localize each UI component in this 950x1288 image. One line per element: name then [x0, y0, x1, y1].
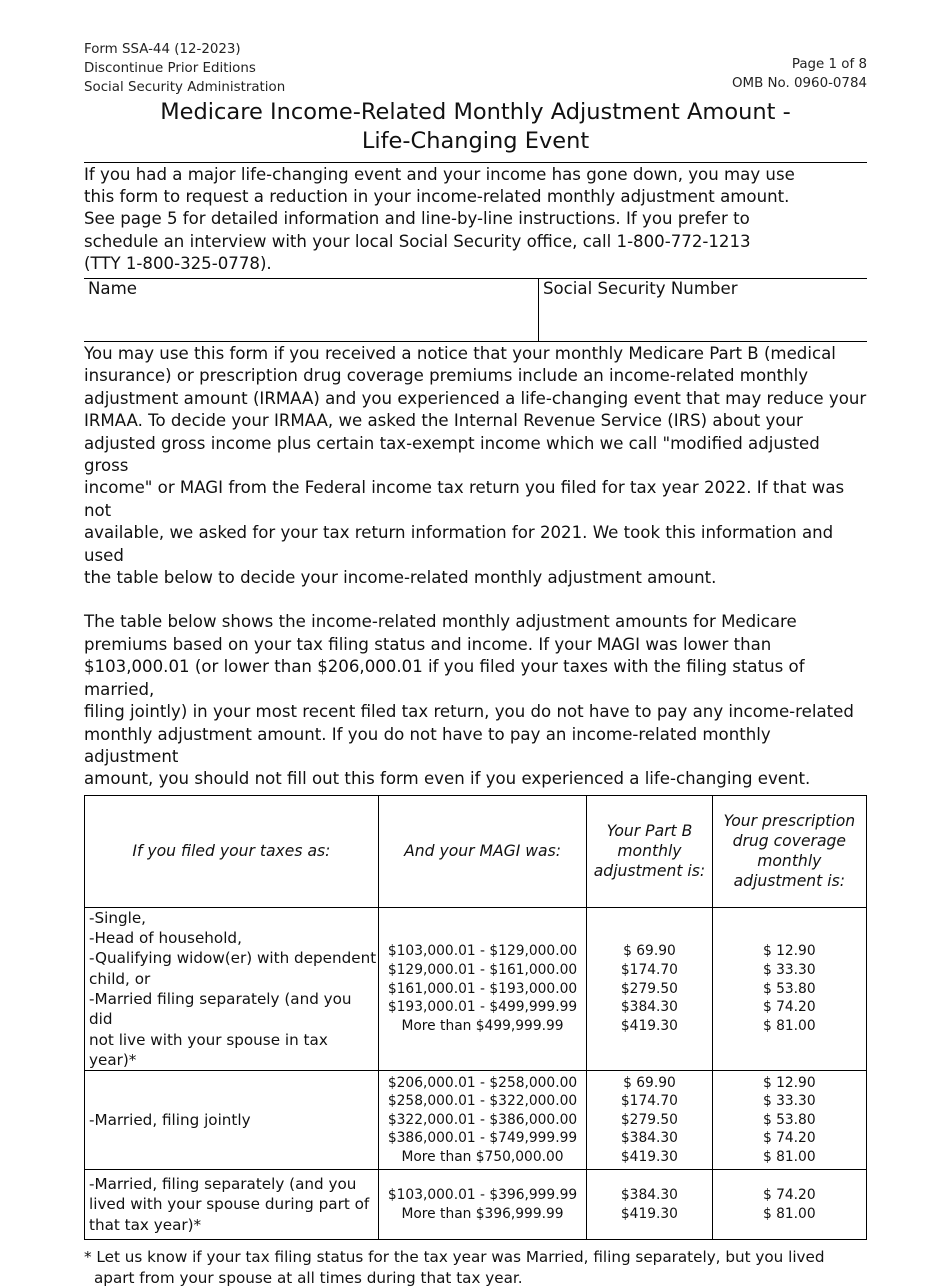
paragraph-line: adjusted gross income plus certain tax-exempt income which we call "modified adjusted gross — [84, 433, 820, 476]
drug-amount: $ 33.30 — [762, 1093, 816, 1110]
magi-range: $386,000.01 - $749,999.99 — [387, 1130, 578, 1147]
magi-cell — [378, 1071, 587, 1170]
status-line: -Head of household, — [89, 929, 242, 948]
paragraph-line: available, we asked for your tax return information for 2021. We took this information and used — [84, 523, 834, 565]
drug-amount: $ 12.90 — [762, 943, 816, 960]
part-b-amount: $419.30 — [620, 1149, 678, 1165]
status-line: -Married, filing jointly — [89, 1110, 251, 1129]
intro-line: See page 5 for detailed information and line-by-line instructions. If you prefer to — [84, 209, 750, 229]
drug-amount: $ 53.80 — [762, 980, 816, 997]
ssn-label: Social Security Number — [543, 279, 738, 299]
part-b-cell — [587, 1170, 712, 1240]
magi-range: $129,000.01 - $161,000.00 — [387, 962, 578, 979]
form-title — [84, 98, 867, 156]
intro-line: If you had a major life-changing event and your income has gone down, you may use — [84, 165, 795, 184]
table-row — [85, 1170, 867, 1240]
drug-coverage-cell — [712, 1170, 866, 1240]
header-line: Your prescription — [723, 812, 856, 831]
magi-range: $103,000.01 - $396,999.99 — [387, 1187, 578, 1204]
part-b-cell — [587, 1071, 712, 1170]
paragraph-line: The table below shows the income-related monthly adjustment amounts for Medicare — [84, 612, 797, 632]
drug-amount: $ 12.90 — [762, 1074, 816, 1091]
header-line: adjustment is: — [733, 872, 845, 891]
drug-coverage-cell — [712, 907, 866, 1070]
magi-range: $161,000.01 - $193,000.00 — [387, 980, 578, 997]
paragraph-line: $103,000.01 (or lower than $206,000.01 if you filed your taxes with the filing status of married, — [84, 657, 805, 699]
part-b-amount: $ 69.90 — [623, 943, 676, 960]
drug-amount: $ 74.20 — [762, 1130, 816, 1147]
magi-range: More than $396,999.99 — [401, 1205, 564, 1222]
status-line: that tax year)* — [89, 1215, 202, 1234]
status-line: -Qualifying widow(er) with dependent — [89, 949, 377, 968]
header-part-b — [587, 795, 712, 907]
drug-amount: $ 81.00 — [762, 1017, 816, 1034]
drug-amount: $ 81.00 — [762, 1149, 816, 1165]
filing-status-cell — [85, 1071, 379, 1170]
agency-name: Social Security Administration — [84, 80, 286, 95]
drug-amount: $ 74.20 — [762, 1187, 816, 1204]
paragraph-line: the table below to decide your income-related monthly adjustment amount. — [84, 568, 717, 588]
paragraph-line: insurance) or prescription drug coverage premiums include an income-related monthly — [84, 366, 809, 386]
part-b-amount: $279.50 — [620, 980, 678, 997]
magi-range: $193,000.01 - $499,999.99 — [387, 999, 578, 1016]
paragraph-line: monthly adjustment amount. If you do not have to pay an income-related monthly adjustment — [84, 724, 771, 766]
drug-coverage-cell — [712, 1071, 866, 1170]
table-header-row — [85, 795, 867, 907]
paragraph-line: amount, you should not fill out this form even if you experienced a life-changing event. — [84, 769, 811, 789]
table-row — [85, 907, 867, 1070]
status-line: child, or — [89, 969, 151, 988]
drug-amount: $ 33.30 — [762, 962, 816, 979]
name-label: Name — [88, 279, 137, 299]
status-line: -Married filing separately (and you did — [89, 989, 352, 1029]
identity-fields — [84, 278, 867, 342]
paragraph-line: You may use this form if you received a notice that your monthly Medicare Part B (medical — [84, 344, 836, 364]
table-row — [85, 1071, 867, 1170]
paragraph-line: adjustment amount (IRMAA) and you experienced a life-changing event that may reduce your — [84, 388, 867, 408]
magi-cell — [378, 907, 587, 1070]
paragraph-line: income" or MAGI from the Federal income tax return you filed for tax year 2022. If that was not — [84, 478, 845, 520]
header-filed-as: If you filed your taxes as: — [85, 795, 379, 907]
part-b-cell — [587, 907, 712, 1070]
form-id: Form SSA-44 (12-2023) — [84, 42, 241, 57]
drug-amount: $ 74.20 — [762, 999, 816, 1016]
name-field[interactable] — [84, 279, 539, 341]
eligibility-paragraph — [84, 343, 867, 589]
magi-range: $322,000.01 - $386,000.00 — [387, 1111, 578, 1128]
form-page — [84, 40, 867, 1288]
status-line: -Married, filing separately (and you — [89, 1175, 357, 1194]
header-line: Your Part B — [606, 822, 693, 841]
status-line: -Single, — [89, 908, 146, 927]
paragraph-line: filing jointly) in your most recent filed tax return, you do not have to pay any income-related — [84, 702, 854, 722]
irmaa-table — [84, 795, 867, 1240]
omb-number: OMB No. 0960-0784 — [731, 76, 867, 91]
magi-range: $258,000.01 - $322,000.00 — [387, 1093, 578, 1110]
footnote: * Let us know if your tax filing status for the tax year was Married, filing separately, but you lived apart from your spouse at all times during that tax year. — [84, 1248, 825, 1287]
magi-range: $103,000.01 - $129,000.00 — [387, 943, 578, 960]
part-b-amount: $384.30 — [620, 1187, 678, 1204]
form-title-line-2: Life-Changing Event — [361, 128, 590, 154]
intro-text — [84, 164, 867, 275]
part-b-amount: $279.50 — [620, 1111, 678, 1128]
form-identification — [84, 40, 285, 97]
intro-line: schedule an interview with your local Social Security office, call 1-800-772-1213 — [84, 231, 751, 251]
table-explanation-paragraph — [84, 611, 867, 790]
magi-range: More than $499,999.99 — [401, 1017, 564, 1034]
status-line: not live with your spouse in tax year)* — [89, 1030, 328, 1069]
part-b-amount: $ 69.90 — [623, 1074, 676, 1091]
header-magi: And your MAGI was: — [378, 795, 587, 907]
header-drug-coverage — [712, 795, 866, 907]
filing-status-cell — [85, 1170, 379, 1240]
page-number: Page 1 of 8 — [791, 57, 867, 72]
ssn-field[interactable] — [539, 279, 867, 341]
header-line: drug coverage — [732, 832, 847, 851]
part-b-amount: $419.30 — [620, 1017, 678, 1034]
form-title-line-1: Medicare Income-Related Monthly Adjustment Amount - — [160, 99, 791, 125]
page-info — [732, 55, 867, 93]
paragraph-line: premiums based on your tax filing status and income. If your MAGI was lower than — [84, 634, 772, 654]
part-b-amount: $174.70 — [620, 1093, 678, 1110]
filing-status-cell — [85, 907, 379, 1070]
header-line: monthly — [617, 842, 682, 861]
form-header — [84, 40, 867, 98]
part-b-amount: $419.30 — [620, 1205, 678, 1222]
status-line: lived with your spouse during part of — [89, 1195, 370, 1214]
header-line: monthly — [757, 852, 822, 871]
title-divider — [84, 162, 867, 163]
magi-cell — [378, 1170, 587, 1240]
part-b-amount: $174.70 — [620, 962, 678, 979]
paragraph-line: IRMAA. To decide your IRMAA, we asked the Internal Revenue Service (IRS) about your — [84, 411, 803, 431]
intro-line: this form to request a reduction in your income-related monthly adjustment amount. — [84, 187, 790, 207]
part-b-amount: $384.30 — [620, 999, 678, 1016]
discontinue-note: Discontinue Prior Editions — [84, 61, 256, 76]
intro-line: (TTY 1-800-325-0778). — [84, 253, 272, 273]
header-line: adjustment is: — [593, 862, 706, 881]
magi-range: $206,000.01 - $258,000.00 — [387, 1074, 578, 1091]
drug-amount: $ 81.00 — [762, 1205, 816, 1222]
part-b-amount: $384.30 — [620, 1130, 678, 1147]
magi-range: More than $750,000.00 — [401, 1149, 564, 1165]
drug-amount: $ 53.80 — [762, 1111, 816, 1128]
